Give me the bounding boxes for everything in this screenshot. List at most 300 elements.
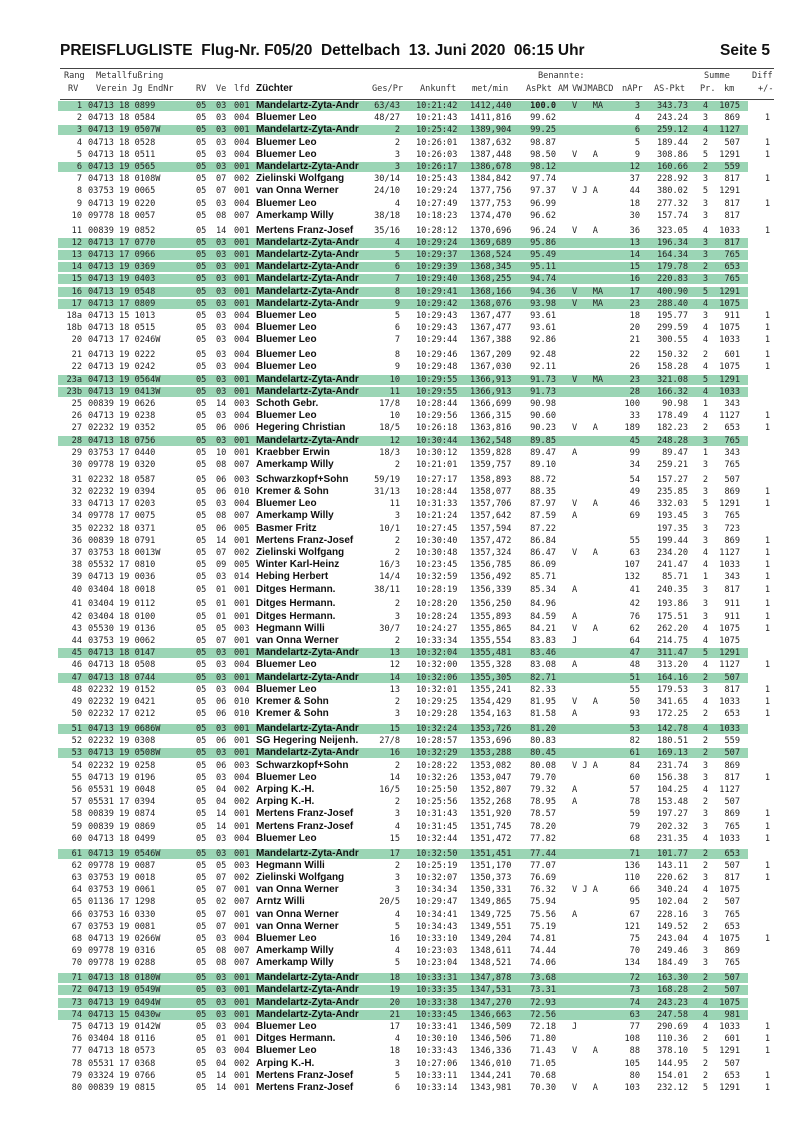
- cell-lfd: 006: [234, 423, 250, 434]
- cell-ring: 04713 19 0494W: [88, 997, 161, 1008]
- cell-km: 765: [724, 250, 740, 260]
- cell-benannte: V J A: [572, 885, 598, 896]
- cell-ring: 02232 19 0308: [88, 736, 156, 747]
- cell-lfd: 001: [234, 386, 250, 397]
- col-verein: Verein Jg EndNr: [96, 84, 174, 94]
- cell-speed: 1389,904: [470, 125, 512, 136]
- cell-ring: 03404 18 0100: [88, 611, 156, 622]
- cell-arrival-time: 10:33:43: [416, 1046, 458, 1057]
- cell-lfd: 001: [234, 435, 250, 446]
- table-row: [60, 322, 774, 334]
- cell-breeder-name: van Onna Werner: [256, 185, 339, 197]
- cell-diff: 1: [764, 1070, 770, 1081]
- cell-arrival-time: 10:34:41: [416, 909, 458, 920]
- cell-rv: 05: [196, 101, 207, 111]
- cell-sum-as-pkt: 179.78: [656, 262, 688, 273]
- cell-napr: 9: [634, 149, 640, 160]
- cell-rank: 62: [71, 860, 82, 871]
- cell-breeder-name: Mertens Franz-Josef: [256, 224, 354, 236]
- cell-napr: 62: [629, 623, 640, 634]
- cell-sum-pr: 3: [702, 760, 708, 771]
- cell-as-points: 95.86: [530, 237, 556, 248]
- cell-speed: 1355,865: [470, 623, 512, 634]
- cell-as-points: 86.84: [530, 535, 556, 546]
- col-am: AM: [558, 84, 569, 94]
- cell-sum-as-pkt: 232.12: [656, 1083, 688, 1093]
- cell-rv: 05: [196, 198, 207, 209]
- cell-lfd: 004: [234, 499, 250, 510]
- cell-ges-pr: 3: [394, 709, 400, 720]
- cell-arrival-time: 10:26:17: [416, 162, 458, 172]
- cell-rank: 12: [71, 237, 82, 248]
- cell-sum-pr: 4: [702, 386, 708, 397]
- cell-sum-as-pkt: 228.92: [656, 174, 688, 185]
- cell-as-points: 76.32: [530, 885, 556, 896]
- cell-as-points: 93.61: [530, 323, 556, 334]
- cell-rank: 51: [71, 724, 82, 734]
- table-row: [60, 735, 774, 747]
- cell-sum-pr: 4: [702, 548, 708, 558]
- cell-napr: 88: [629, 1046, 640, 1057]
- cell-sum-as-pkt: 172.25: [656, 709, 688, 720]
- table-header: [60, 68, 774, 100]
- cell-km: 869: [724, 113, 740, 124]
- cell-sum-pr: 2: [702, 736, 708, 747]
- cell-sum-pr: 2: [702, 1034, 708, 1045]
- cell-rv: 05: [196, 210, 207, 221]
- cell-napr: 17: [629, 286, 640, 297]
- cell-speed: 1357,472: [470, 535, 512, 546]
- cell-ve: 07: [216, 921, 227, 932]
- cell-sum-pr: 4: [702, 833, 708, 844]
- cell-lfd: 001: [234, 1009, 250, 1020]
- table-row: [60, 149, 774, 161]
- cell-km: 559: [724, 162, 740, 172]
- cell-ring: 04713 19 0546W: [88, 848, 161, 859]
- cell-sum-pr: 4: [702, 362, 708, 373]
- cell-ring: 04713 19 0548: [88, 286, 156, 297]
- cell-sum-pr: 4: [702, 785, 708, 795]
- cell-breeder-name: van Onna Werner: [256, 908, 339, 920]
- cell-ring: 02232 19 0421: [88, 697, 156, 707]
- cell-napr: 108: [624, 1034, 640, 1045]
- cell-speed: 1370,696: [470, 225, 512, 236]
- cell-ve: 03: [216, 411, 227, 422]
- cell-ve: 03: [216, 572, 227, 583]
- cell-sum-pr: 3: [702, 460, 708, 470]
- cell-ring: 04713 18 0528: [88, 137, 156, 148]
- cell-rank: 59: [71, 821, 82, 832]
- cell-ring: 04713 18 0180W: [88, 973, 161, 984]
- cell-rv: 05: [196, 736, 207, 747]
- cell-ges-pr: 5: [394, 311, 400, 321]
- cell-rv: 05: [196, 460, 207, 470]
- table-row: [60, 848, 774, 860]
- cell-km: 1033: [719, 386, 740, 397]
- cell-as-points: 92.48: [530, 350, 556, 361]
- cell-breeder-name: Mandelartz-Zyta-Andr: [256, 671, 359, 683]
- cell-arrival-time: 10:32:00: [416, 660, 458, 671]
- cell-napr: 60: [629, 772, 640, 783]
- cell-ve: 03: [216, 125, 227, 136]
- cell-ges-pr: 7: [394, 335, 400, 346]
- col-gespr: Ges/Pr: [372, 84, 404, 94]
- cell-breeder-name: Mertens Franz-Josef: [256, 534, 354, 546]
- cell-lfd: 001: [234, 921, 250, 932]
- cell-ring: 03753 16 0330: [88, 909, 156, 920]
- cell-rv: 05: [196, 873, 207, 883]
- cell-breeder-name: Amerkamp Willy: [256, 459, 334, 470]
- cell-ges-pr: 18/5: [379, 423, 400, 434]
- cell-rv: 05: [196, 848, 207, 859]
- cell-sum-as-pkt: 178.49: [656, 411, 688, 422]
- table-row: [60, 909, 774, 921]
- cell-lfd: 001: [234, 736, 250, 747]
- cell-rv: 05: [196, 599, 207, 610]
- cell-as-points: 92.11: [530, 362, 556, 373]
- cell-as-points: 83.08: [530, 660, 556, 671]
- cell-lfd: 002: [234, 174, 250, 185]
- cell-lfd: 002: [234, 873, 250, 883]
- cell-ve: 04: [216, 785, 227, 795]
- cell-rv: 05: [196, 487, 207, 497]
- cell-km: 817: [724, 210, 740, 221]
- cell-napr: 14: [629, 250, 640, 260]
- cell-ring: 00839 19 0874: [88, 809, 156, 820]
- cell-sum-pr: 4: [702, 560, 708, 571]
- col-plusminus: +/-: [758, 84, 774, 94]
- cell-sum-as-pkt: 144.95: [656, 1058, 688, 1069]
- cell-lfd: 010: [234, 697, 250, 707]
- cell-rv: 05: [196, 411, 207, 422]
- cell-km: 601: [724, 350, 740, 361]
- cell-rv: 05: [196, 149, 207, 160]
- cell-km: 1127: [719, 125, 740, 136]
- cell-ve: 14: [216, 1083, 227, 1093]
- cell-sum-as-pkt: 179.53: [656, 684, 688, 695]
- cell-sum-as-pkt: 288.40: [656, 298, 688, 309]
- cell-ring: 05530 19 0136: [88, 623, 156, 634]
- cell-breeder-name: Ditges Hermann.: [256, 583, 336, 595]
- cell-lfd: 014: [234, 572, 250, 583]
- cell-speed: 1355,241: [470, 684, 512, 695]
- cell-rv: 05: [196, 946, 207, 957]
- cell-sum-pr: 1: [702, 572, 708, 583]
- table-row: [60, 349, 774, 361]
- cell-breeder-name: Mertens Franz-Josef: [256, 1069, 354, 1081]
- cell-rv: 05: [196, 660, 207, 671]
- cell-breeder-name: Arping K.-H.: [256, 784, 315, 795]
- cell-as-points: 80.08: [530, 760, 556, 771]
- cell-as-points: 78.95: [530, 797, 556, 808]
- cell-sum-as-pkt: 160.66: [656, 162, 688, 172]
- cell-arrival-time: 10:31:43: [416, 809, 458, 820]
- cell-napr: 47: [629, 648, 640, 659]
- cell-lfd: 001: [234, 101, 250, 111]
- cell-km: 507: [724, 1058, 740, 1069]
- cell-rank: 67: [71, 921, 82, 932]
- cell-sum-as-pkt: 195.77: [656, 311, 688, 321]
- cell-sum-as-pkt: 168.28: [656, 985, 688, 996]
- cell-sum-as-pkt: 197.27: [656, 809, 688, 820]
- cell-ges-pr: 48/27: [374, 113, 400, 124]
- cell-breeder-name: Kraebber Erwin: [256, 446, 330, 458]
- cell-ve: 02: [216, 897, 227, 908]
- cell-sum-as-pkt: 164.16: [656, 672, 688, 683]
- cell-diff: 1: [764, 684, 770, 695]
- cell-ges-pr: 2: [394, 760, 400, 771]
- cell-diff: 1: [764, 350, 770, 361]
- cell-rank: 75: [71, 1022, 82, 1032]
- cell-benannte: A: [572, 909, 578, 920]
- cell-sum-pr: 5: [702, 149, 708, 160]
- cell-rv: 05: [196, 286, 207, 297]
- cell-as-points: 83.83: [530, 636, 556, 646]
- cell-ges-pr: 31/13: [374, 487, 400, 497]
- cell-sum-as-pkt: 332.03: [656, 499, 688, 510]
- cell-sum-as-pkt: 101.77: [656, 848, 688, 859]
- cell-ve: 03: [216, 335, 227, 346]
- cell-sum-as-pkt: 156.38: [656, 772, 688, 783]
- cell-napr: 28: [629, 386, 640, 397]
- cell-rank: 13: [71, 250, 82, 260]
- cell-speed: 1387,632: [470, 137, 512, 148]
- cell-sum-as-pkt: 189.44: [656, 137, 688, 148]
- cell-rv: 05: [196, 186, 207, 197]
- table-row: [60, 1009, 774, 1021]
- cell-speed: 1357,324: [470, 548, 512, 558]
- cell-rv: 05: [196, 1058, 207, 1069]
- cell-sum-pr: 2: [702, 423, 708, 434]
- cell-as-points: 92.86: [530, 335, 556, 346]
- table-row: [60, 237, 774, 249]
- cell-ges-pr: 4: [394, 198, 400, 209]
- cell-rank: 2: [76, 113, 82, 124]
- highlight-marker: [58, 648, 748, 658]
- cell-diff: 1: [764, 709, 770, 720]
- cell-speed: 1352,807: [470, 785, 512, 795]
- cell-sum-as-pkt: 169.13: [656, 748, 688, 759]
- cell-ges-pr: 3: [394, 162, 400, 172]
- cell-rv: 05: [196, 237, 207, 248]
- cell-ve: 03: [216, 833, 227, 844]
- cell-arrival-time: 10:25:56: [416, 797, 458, 808]
- cell-ring: 00839 19 0815: [88, 1083, 156, 1093]
- cell-rank: 46: [71, 660, 82, 671]
- cell-as-points: 77.44: [530, 848, 556, 859]
- cell-ring: 03753 19 0065: [88, 186, 156, 197]
- cell-sum-pr: 3: [702, 809, 708, 820]
- cell-ges-pr: 18: [389, 973, 400, 984]
- cell-lfd: 004: [234, 411, 250, 422]
- cell-as-points: 100.0: [530, 101, 556, 111]
- cell-ring: 03404 18 0116: [88, 1034, 156, 1045]
- cell-rv: 05: [196, 1022, 207, 1032]
- cell-km: 507: [724, 860, 740, 871]
- table-row: [60, 723, 774, 735]
- cell-ges-pr: 4: [394, 1034, 400, 1045]
- cell-arrival-time: 10:32:26: [416, 772, 458, 783]
- cell-breeder-name: Bluemer Leo: [256, 1021, 317, 1032]
- cell-sum-as-pkt: 241.47: [656, 560, 688, 571]
- cell-lfd: 005: [234, 523, 250, 534]
- cell-as-points: 78.20: [530, 821, 556, 832]
- cell-speed: 1367,477: [470, 323, 512, 334]
- cell-napr: 6: [634, 125, 640, 136]
- cell-sum-pr: 2: [702, 973, 708, 984]
- cell-arrival-time: 10:28:24: [416, 611, 458, 622]
- cell-km: 1033: [719, 560, 740, 571]
- cell-napr: 55: [629, 535, 640, 546]
- cell-ve: 03: [216, 237, 227, 248]
- cell-ges-pr: 2: [394, 125, 400, 136]
- cell-as-points: 76.69: [530, 873, 556, 883]
- cell-napr: 72: [629, 973, 640, 984]
- cell-ring: 02232 18 0587: [88, 474, 156, 485]
- cell-rank: 71: [71, 973, 82, 984]
- cell-speed: 1346,506: [470, 1034, 512, 1045]
- cell-breeder-name: Bluemer Leo: [256, 498, 317, 510]
- cell-sum-as-pkt: 308.86: [656, 149, 688, 160]
- cell-ring: 01136 17 1298: [88, 897, 156, 908]
- cell-rank: 30: [71, 460, 82, 470]
- cell-napr: 132: [624, 572, 640, 583]
- cell-diff: 1: [764, 821, 770, 832]
- cell-rv: 05: [196, 584, 207, 595]
- cell-speed: 1359,828: [470, 447, 512, 458]
- cell-km: 1127: [719, 785, 740, 795]
- highlight-marker: [58, 973, 748, 983]
- cell-speed: 1347,270: [470, 997, 512, 1008]
- cell-arrival-time: 10:29:47: [416, 897, 458, 908]
- cell-sum-pr: 3: [702, 237, 708, 248]
- cell-ges-pr: 2: [394, 535, 400, 546]
- cell-breeder-name: Ditges Hermann.: [256, 610, 336, 622]
- cell-km: 1033: [719, 724, 740, 734]
- cell-arrival-time: 10:28:22: [416, 760, 458, 771]
- cell-napr: 61: [629, 748, 640, 759]
- cell-ges-pr: 14/4: [379, 572, 400, 583]
- cell-ve: 04: [216, 1058, 227, 1069]
- cell-breeder-name: Bluemer Leo: [256, 1045, 317, 1057]
- cell-sum-as-pkt: 243.04: [656, 934, 688, 944]
- cell-diff: 1: [764, 599, 770, 610]
- cell-km: 1033: [719, 697, 740, 707]
- cell-as-points: 91.73: [530, 386, 556, 397]
- cell-ring: 04713 17 0770: [88, 237, 156, 248]
- cell-ve: 07: [216, 909, 227, 920]
- cell-napr: 105: [624, 1058, 640, 1069]
- cell-speed: 1348,521: [470, 958, 512, 969]
- cell-as-points: 89.10: [530, 460, 556, 470]
- cell-lfd: 003: [234, 760, 250, 771]
- cell-napr: 23: [629, 374, 640, 385]
- cell-ve: 03: [216, 298, 227, 309]
- cell-speed: 1355,481: [470, 648, 512, 659]
- table-row: [60, 984, 774, 996]
- cell-ring: 03753 19 0061: [88, 885, 156, 896]
- cell-lfd: 003: [234, 399, 250, 409]
- cell-as-points: 71.05: [530, 1058, 556, 1069]
- table-row: [60, 523, 774, 535]
- cell-napr: 63: [629, 1009, 640, 1020]
- table-row: [60, 422, 774, 434]
- cell-km: 343: [724, 447, 740, 458]
- cell-ve: 03: [216, 748, 227, 759]
- cell-as-points: 85.34: [530, 584, 556, 595]
- cell-as-points: 90.23: [530, 423, 556, 434]
- cell-breeder-name: Bluemer Leo: [256, 349, 317, 361]
- cell-speed: 1411,816: [470, 113, 512, 124]
- cell-rv: 05: [196, 535, 207, 546]
- cell-rv: 05: [196, 447, 207, 458]
- cell-sum-pr: 3: [702, 198, 708, 209]
- cell-as-points: 84.21: [530, 623, 556, 634]
- cell-ges-pr: 30/7: [379, 623, 400, 634]
- cell-napr: 84: [629, 760, 640, 771]
- cell-km: 765: [724, 511, 740, 522]
- cell-ring: 02232 18 0371: [88, 523, 156, 534]
- table-row: [60, 708, 774, 720]
- cell-rank: 25: [71, 399, 82, 409]
- cell-km: 817: [724, 174, 740, 185]
- table-row: [60, 298, 774, 310]
- cell-benannte: V A: [572, 1046, 598, 1057]
- cell-km: 507: [724, 474, 740, 485]
- cell-diff: 1: [764, 198, 770, 209]
- cell-arrival-time: 10:29:55: [416, 374, 458, 385]
- cell-napr: 3: [634, 101, 640, 111]
- cell-breeder-name: Arntz Willi: [256, 896, 305, 908]
- cell-ges-pr: 24/10: [374, 186, 400, 197]
- table-row: [60, 361, 774, 373]
- cell-rank: 47: [71, 672, 82, 683]
- cell-rank: 69: [71, 946, 82, 957]
- cell-sum-as-pkt: 234.20: [656, 548, 688, 558]
- col-as-pkt: AS-Pkt: [654, 84, 686, 94]
- page-number: Seite 5: [720, 42, 770, 59]
- cell-sum-as-pkt: 299.59: [656, 323, 688, 334]
- cell-as-points: 81.58: [530, 709, 556, 720]
- cell-speed: 1355,328: [470, 660, 512, 671]
- cell-arrival-time: 10:30:12: [416, 447, 458, 458]
- cell-ring: 02232 19 0394: [88, 487, 156, 497]
- cell-speed: 1353,082: [470, 760, 512, 771]
- cell-sum-pr: 2: [702, 672, 708, 683]
- cell-ges-pr: 2: [394, 860, 400, 871]
- cell-ring: 00839 19 0626: [88, 399, 156, 409]
- cell-speed: 1377,753: [470, 198, 512, 209]
- cell-as-points: 93.61: [530, 311, 556, 321]
- cell-lfd: 004: [234, 660, 250, 671]
- cell-rv: 05: [196, 499, 207, 510]
- cell-lfd: 001: [234, 848, 250, 859]
- cell-sum-as-pkt: 193.86: [656, 599, 688, 610]
- cell-rv: 05: [196, 335, 207, 346]
- cell-speed: 1351,170: [470, 860, 512, 871]
- cell-napr: 110: [624, 873, 640, 883]
- cell-benannte: V A: [572, 1083, 598, 1093]
- cell-arrival-time: 10:29:55: [416, 386, 458, 397]
- cell-napr: 70: [629, 946, 640, 957]
- table-row: [60, 784, 774, 796]
- cell-ring: 03753 19 0062: [88, 636, 156, 646]
- cell-ges-pr: 30/14: [374, 174, 400, 185]
- cell-napr: 64: [629, 636, 640, 646]
- cell-rank: 42: [71, 611, 82, 622]
- highlight-marker: [58, 724, 748, 734]
- cell-diff: 1: [764, 660, 770, 671]
